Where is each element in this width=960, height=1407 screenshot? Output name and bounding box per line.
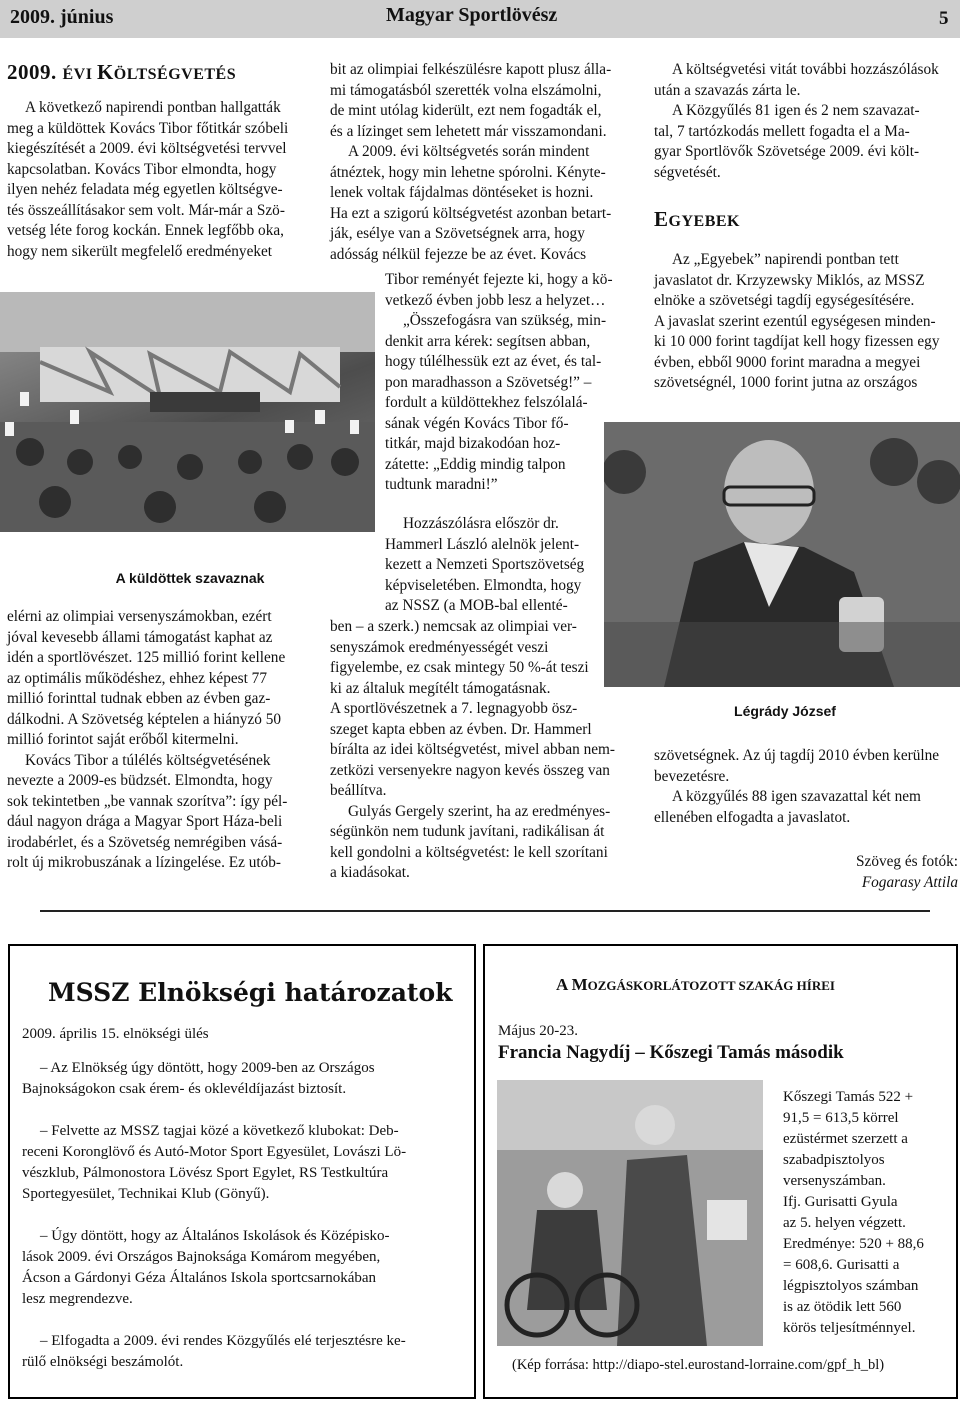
text-line: ki az általuk megítélt támogatásnak.: [330, 679, 551, 697]
text-line: ezüstérmet szerzett a: [783, 1131, 908, 1147]
photo-legrady-jozsef: [604, 422, 960, 687]
text-line: Gulyás Gergely szerint, ha az eredményes-: [348, 802, 611, 820]
egyebek-heading: EGYEBEK: [654, 207, 740, 231]
text-line: beállítva.: [330, 782, 387, 799]
text-line: idén a sportlövészet. 125 millió forint kellene: [7, 649, 286, 666]
text-line: adósság nélkül fejezze be az évet. Kovács: [330, 245, 587, 263]
text-line: sának végén Kovács Tibor fő-: [385, 414, 569, 432]
text-line: az optimális működéshez, ehhez képest 77: [7, 669, 267, 687]
text-line: zetközi versenyekre nagyon kevés összeg van: [330, 761, 610, 779]
text-line: millió forintot saját erőből kitermelni.: [7, 731, 239, 748]
text-line: rolt új mikrobuszának a lízingelése. Ez utób-: [7, 854, 281, 871]
text-line: Hozzászólásra először dr.: [403, 515, 559, 532]
text-line: sok tekintetben „be vannak szorítva”: így pél-: [7, 792, 288, 810]
col2-text: [330, 60, 638, 265]
col2b-text: [330, 617, 638, 884]
issue-date: 2009. június: [10, 6, 114, 28]
text-line: versenyszámban.: [783, 1173, 886, 1189]
photo2-caption: Légrády József: [734, 703, 836, 719]
text-line: szeget kapta ebben az évben. Dr. Hammerl: [330, 720, 592, 738]
text-line: Hammerl László alelnök jelent-: [385, 535, 580, 553]
text-line: vetség léte forog kockán. Ennek legfőbb oka,: [7, 222, 284, 239]
text-line: javaslatot dr. Krzyzewsky Miklós, az MSSZ: [654, 271, 925, 289]
meeting-line: 2009. április 15. elnökségi ülés: [22, 1026, 209, 1042]
text-line: dául nagyon drága a Magyar Sport Háza-beli: [7, 813, 283, 830]
decision-line: – Az Elnökség úgy döntött, hogy 2009-ben az Országos: [40, 1060, 375, 1076]
credit-label: Szöveg és fotók:: [856, 853, 958, 870]
decision-line: Ácson a Gárdonyi Géza Általános Iskola sportcsarnokában: [22, 1270, 377, 1286]
photo1-caption: A küldöttek szavaznak: [115, 570, 265, 586]
text-line: ellenében elfogadta a javaslatot.: [654, 808, 851, 826]
text-line: kiegészítését a 2009. évi költségvetési tervvel: [7, 140, 287, 157]
text-line: A költségvetési vitát további hozzászólások: [672, 61, 939, 78]
col1-text: [7, 98, 317, 262]
decision-line: vészklub, Pálmonostora Lövész Sport Egylet, RS Testkultúra: [22, 1165, 389, 1181]
image-source: (Kép forrása: http://diapo-stel.eurostand-lorraine.com/gpf_h_bl): [512, 1357, 885, 1373]
col3b-text: [654, 250, 959, 394]
photo-award-ceremony: [497, 1080, 763, 1346]
event-headline: Francia Nagydíj – Kőszegi Tamás második: [498, 1042, 844, 1063]
decision-line: rülő elnökségi beszámolót.: [22, 1354, 184, 1370]
text-line: Az „Egyebek” napirendi pontban tett: [672, 251, 899, 268]
col2-wrap-text: [385, 270, 639, 496]
text-line: ben – a szerk.) nemcsak az olimpiai ver-: [330, 618, 577, 635]
col1b-text: [7, 607, 317, 874]
text-line: ségvetését.: [654, 163, 721, 181]
text-line: = 608,6. Gurisatti a: [783, 1257, 900, 1273]
text-line: jóval kevesebb állami támogatást kaphat az: [7, 628, 273, 646]
text-line: szövetségnek. Az új tagdíj 2010 évben kerülne: [654, 747, 940, 764]
text-line: A közgyűlés 88 igen szavazattal két nem: [672, 788, 921, 805]
text-line: senyszámok eredményességét veszi: [330, 638, 549, 656]
text-line: gyar Sportlövők Szövetsége 2009. évi költ-: [654, 143, 920, 160]
text-line: az 5. helyen végzett.: [783, 1215, 906, 1231]
text-line: irodabérlet, és a Szövetség nemrégiben vásá-: [7, 833, 283, 851]
decision-line: receni Koronglövő és Autó-Motor Sport Egyesület, Lovászi Lö-: [22, 1144, 407, 1160]
decision-line: – Elfogadta a 2009. évi rendes Közgyűlés elé terjesztésre ke-: [40, 1333, 406, 1349]
text-line: is az ötödik lett 560: [783, 1299, 902, 1315]
decision-line: Bajnokságokon csak érem- és oklevéldíjazást biztosít.: [22, 1081, 347, 1097]
text-line: titkár, majd bizakodóan hoz-: [385, 435, 561, 452]
text-line: bevezetésre.: [654, 767, 730, 785]
decision-line: – Úgy döntött, hogy az Általános Iskolások és Középisko-: [40, 1228, 390, 1244]
text-line: fordult a küldöttekhez felszólalá-: [385, 394, 588, 411]
disabled-section-title: A MOZGÁSKORLÁTOZOTT SZAKÁG HÍREI: [556, 975, 835, 994]
board-decisions-text: [22, 1024, 462, 1373]
event-date: Május 20-23.: [498, 1023, 578, 1039]
text-line: után a szavazás zárta le.: [654, 81, 801, 99]
text-line: meg a küldöttek Kovács Tibor főtitkár szóbeli: [7, 119, 289, 137]
text-line: Ha ezt a szigorú költségvetést azonban betart-: [330, 204, 612, 222]
text-line: A javaslat szerint ezentúl egységesen minden-: [654, 312, 936, 330]
text-line: szövetségnél, 1000 forint jutna az országos: [654, 374, 918, 391]
text-line: tal, 7 tartózkodás mellett fogadta el a Ma-: [654, 122, 910, 140]
text-line: A következő napirendi pontban hallgatták: [25, 99, 281, 116]
text-line: A sportlövészetnek a 7. legnagyobb ösz-: [330, 700, 578, 717]
publication-title: Magyar Sportlövész: [386, 4, 558, 26]
text-line: „Összefogásra van szükség, min-: [403, 312, 607, 329]
text-line: dálkodni. A Szövetség képtelen a hiányzó 50: [7, 710, 282, 728]
credit: [700, 852, 958, 893]
col3-text: [654, 60, 959, 183]
text-line: nevezte a 2009-es büdzsét. Elmondta, hogy: [7, 772, 273, 789]
text-line: ki 10 000 forint tagdíjat kell hogy fizessen egy: [654, 333, 940, 350]
text-line: elnöke a szövetségi tagdíj egységesítésére.: [654, 292, 915, 309]
decision-line: lások 2009. évi Országos Bajnoksága Komárom megyében,: [22, 1249, 381, 1265]
text-line: és a lízinget sem lehetett már visszamondani.: [330, 122, 607, 140]
text-line: ségünkön nem tudunk javítani, radikálisan át: [330, 823, 605, 840]
text-line: ilyen nehéz feladata még egyetlen költségve-: [7, 181, 283, 198]
col3c-text: [654, 746, 959, 828]
page-number: 5: [939, 8, 949, 29]
col2b-wrap-text: [385, 514, 639, 617]
credit-name: Fogarasy Attila: [861, 873, 958, 891]
text-line: de mint utólag kiderült, ezt nem fogadták el,: [330, 102, 602, 119]
photo-delegates-voting: [0, 292, 375, 532]
text-line: képviseletében. Elmondta, hogy: [385, 576, 582, 594]
text-line: kapcsolatban. Kovács Tibor elmondta, hogy: [7, 160, 277, 178]
text-line: kell gondolni a költségvetést: le kell szorítani: [330, 843, 608, 861]
text-line: hogy nem sikerült megfelelő eredményeket: [7, 242, 273, 260]
text-line: elérni az olimpiai versenyszámokban, ezért: [7, 608, 272, 625]
text-line: Eredménye: 520 + 88,6: [783, 1236, 924, 1252]
text-line: 91,5 = 613,5 körrel: [783, 1110, 899, 1126]
text-line: tudtunk maradni!”: [385, 476, 498, 493]
board-decisions-title: MSSZ Elnökségi határozatok: [48, 978, 453, 1007]
decision-line: – Felvette az MSSZ tagjai közé a következő klubokat: Deb-: [40, 1123, 399, 1139]
text-line: Tibor reményét fejezte ki, hogy a kö-: [385, 271, 613, 288]
article-heading: 2009. ÉVI KÖLTSÉGVETÉS: [7, 60, 237, 84]
text-line: légpisztolyos számban: [783, 1278, 919, 1294]
text-line: Kovács Tibor a túlélés költségvetésének: [25, 751, 271, 769]
text-line: vetkező évben jobb lesz a helyzet…: [385, 291, 606, 309]
text-line: a kiadásokat.: [330, 864, 410, 881]
text-line: szabadpisztolyos: [783, 1152, 885, 1168]
text-line: bírálta az idei költségvetést, mivel abban nem-: [330, 741, 616, 758]
text-line: körös teljesítménnyel.: [783, 1320, 916, 1336]
text-line: pon maradhasson a Szövetség!” –: [385, 373, 592, 391]
section-divider: [40, 910, 930, 912]
decision-line: lesz megrendezve.: [22, 1291, 133, 1307]
text-line: évben, ebből 9000 forint maradna a megyei: [654, 353, 921, 371]
text-line: denkit arra kérek: segítsen abban,: [385, 332, 591, 350]
text-line: átnéztek, hogy min lehetne spórolni. Kényte-: [330, 163, 606, 181]
text-line: lenek voltak fájdalmas döntéseket is hozni.: [330, 184, 594, 201]
text-line: zátette: „Eddig mindig talpon: [385, 455, 566, 473]
decision-line: Sportegyesület, Technikai Klub (Gönyű).: [22, 1186, 270, 1202]
text-line: millió forinttal tudnak ebben az évben gaz-: [7, 690, 271, 707]
text-line: A Közgyűlés 81 igen és 2 nem szavazat-: [672, 102, 920, 119]
text-line: az NSSZ (a MOB-bal ellenté-: [385, 597, 568, 614]
text-line: figyelembe, ez csak mintegy 50 %-át teszi: [330, 659, 589, 676]
text-line: hogy túlélhessük ezt az évet, és tal-: [385, 353, 602, 370]
text-line: Ifj. Gurisatti Gyula: [783, 1194, 898, 1210]
result-text: [783, 1087, 948, 1339]
text-line: kezett a Nemzeti Sportszövetség: [385, 556, 585, 573]
text-line: A 2009. évi költségvetés során mindent: [348, 143, 590, 160]
text-line: mi támogatásból szerették volna elszámolni,: [330, 81, 602, 99]
text-line: Kőszegi Tamás 522 +: [783, 1089, 914, 1105]
text-line: ják, esélye van a Szövetségnek arra, hogy: [330, 225, 585, 242]
text-line: bit az olimpiai felkészülésre kapott plusz álla-: [330, 61, 612, 78]
text-line: tés összeállításakor sem volt. Már-már a Szö-: [7, 201, 285, 219]
